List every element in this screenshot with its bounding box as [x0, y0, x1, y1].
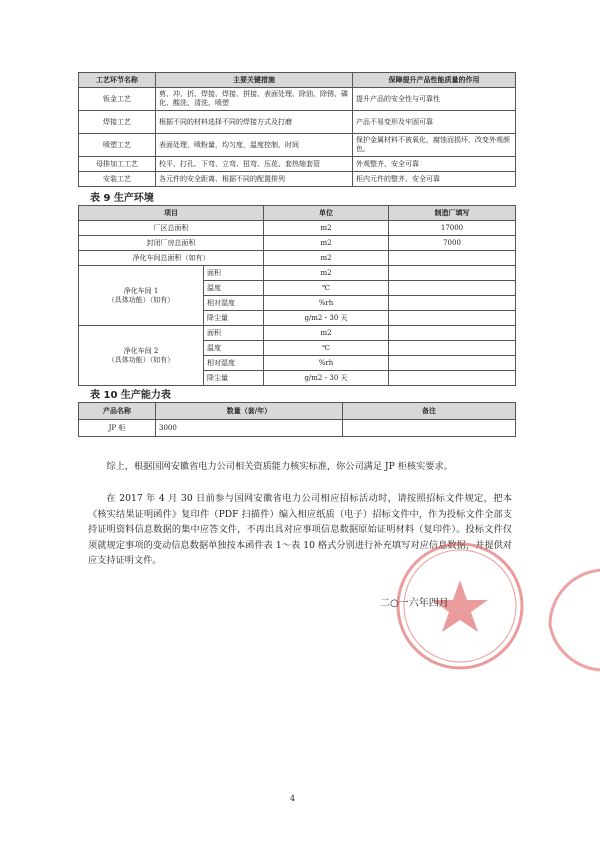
table-cell [389, 341, 516, 356]
table-cell [389, 266, 516, 281]
table-row [79, 134, 516, 157]
table-cell: 净化车间总面积（如有） [79, 251, 264, 266]
table-header: 单位 [264, 206, 389, 221]
table-cell: 安装工艺 [79, 172, 156, 187]
table-cell [389, 311, 516, 326]
table-cell: JP 柜 [79, 420, 156, 437]
table-row [79, 172, 516, 187]
table-cell [389, 296, 516, 311]
conclusion-paragraph: 综上，根据国网安徽省电力公司相关资质能力核实标准，你公司满足 JP 柜核实要求。 [106, 461, 453, 472]
table10-title: 表 10 生产能力表 [90, 390, 171, 401]
table-cell: 产品不易变形及牢固可靠 [353, 111, 516, 134]
table-cell: 7000 [389, 236, 516, 251]
table-header: 产品名称 [79, 403, 156, 420]
table-cell: g/m2・30 天 [264, 371, 389, 386]
table-cell: m2 [264, 326, 389, 341]
table-cell [389, 281, 516, 296]
table-row [79, 221, 516, 236]
table-cell: 相对湿度 [204, 296, 264, 311]
table-cell: 表面处理，喷粉量，均匀度，温度控制，时间 [156, 134, 353, 157]
clean-room-note: （具体功能）（如有） [107, 295, 175, 304]
table-cell: 柜内元件的整齐、安全可靠 [353, 172, 516, 187]
table-cell: 提升产品的安全性与可靠性 [353, 88, 516, 111]
table-cell: ℃ [264, 341, 389, 356]
table-header: 保障提升产品性能质量的作用 [353, 73, 516, 88]
table-cell: 厂区总面积 [79, 221, 264, 236]
table-cell [343, 420, 516, 437]
table-row [79, 266, 516, 281]
table-header: 数量（套/年） [156, 403, 343, 420]
table-cell: 3000 [156, 420, 343, 437]
table-cell [389, 251, 516, 266]
table-row [79, 251, 516, 266]
table9-title: 表 9 生产环境 [90, 193, 154, 204]
table-cell: m2 [264, 221, 389, 236]
document-date: 二○一六年四月 [380, 598, 449, 609]
table-cell: g/m2・30 天 [264, 311, 389, 326]
table-cell: 外观整齐、安全可靠 [353, 157, 516, 172]
table-cell: 剪、冲、折、焊接、焊接、拼接、表面处理、除油、除锈、磷化、酸洗、清洗、喷塑 [156, 88, 353, 111]
table-cell: 温度 [204, 341, 264, 356]
table-cell: 校平、打孔、下弯、立弯、扭弯、压花、套热缩套管 [156, 157, 353, 172]
production-capacity-table [78, 402, 516, 437]
process-table [78, 72, 516, 187]
table-cell [389, 326, 516, 341]
table-header: 主要关键措施 [156, 73, 353, 88]
clean-room-note: （具体功能）（如有） [107, 355, 175, 364]
table-cell: m2 [264, 266, 389, 281]
table-cell: 母排加工工艺 [79, 157, 156, 172]
table-cell: 相对湿度 [204, 356, 264, 371]
production-environment-table [78, 205, 516, 386]
table-row [79, 157, 516, 172]
table-cell: 各元件的安全距离、根据不同的配置排列 [156, 172, 353, 187]
table-cell [389, 356, 516, 371]
table-cell: 保护金属材料不被氧化，腐蚀而损坏，改变外观颜色。 [353, 134, 516, 157]
table-cell: 封闭厂房总面积 [79, 236, 264, 251]
table-cell: ℃ [264, 281, 389, 296]
clean-room-name [79, 326, 204, 386]
table-cell: 降尘量 [204, 311, 264, 326]
table-cell: m2 [264, 236, 389, 251]
table-cell: 焊接工艺 [79, 111, 156, 134]
clean-room-label: 净化车间 2 [123, 346, 159, 355]
page-number: 4 [290, 794, 296, 803]
table-cell: %rh [264, 296, 389, 311]
clean-room-name [79, 266, 204, 326]
table-cell: 面积 [204, 326, 264, 341]
clean-room-label: 净化车间 1 [123, 286, 159, 295]
table-row [79, 420, 516, 437]
table-cell: 面积 [204, 266, 264, 281]
table-header: 制造厂填写 [389, 206, 516, 221]
table-row [79, 236, 516, 251]
table-header: 项目 [79, 206, 264, 221]
table-row [79, 111, 516, 134]
table-cell: 根据不同的材料选择不同的焊接方式及打磨 [156, 111, 353, 134]
table-cell: 温度 [204, 281, 264, 296]
table-cell: m2 [264, 251, 389, 266]
partial-seal-icon [545, 565, 600, 675]
table-header: 备注 [343, 403, 516, 420]
table-cell: %rh [264, 356, 389, 371]
table-cell: 17000 [389, 221, 516, 236]
table-cell [389, 371, 516, 386]
table-cell: 降尘量 [204, 371, 264, 386]
table-header: 工艺环节名称 [79, 73, 156, 88]
table-cell: 喷塑工艺 [79, 134, 156, 157]
table-row [79, 326, 516, 341]
instruction-paragraph: 在 2017 年 4 月 30 日前参与国网安徽省电力公司相应招标活动时，请按照招标文件规定，把本《核实结果证明函件》复印件（PDF 扫描件）编入相应纸质（电子）招标文件中，作为投标文件全部支持证明资料信息数据的集中应答文件，不再出具对应事项信息数据原始证明材料（复印件）。投标文件仅须就规定事项的变动信息数据单独按本函件表 1～表 10 格式分别进行补充填写对应信息数据，并提供对应支持证明文件。 [88, 493, 512, 566]
table-cell: 钣金工艺 [79, 88, 156, 111]
table-row [79, 88, 516, 111]
